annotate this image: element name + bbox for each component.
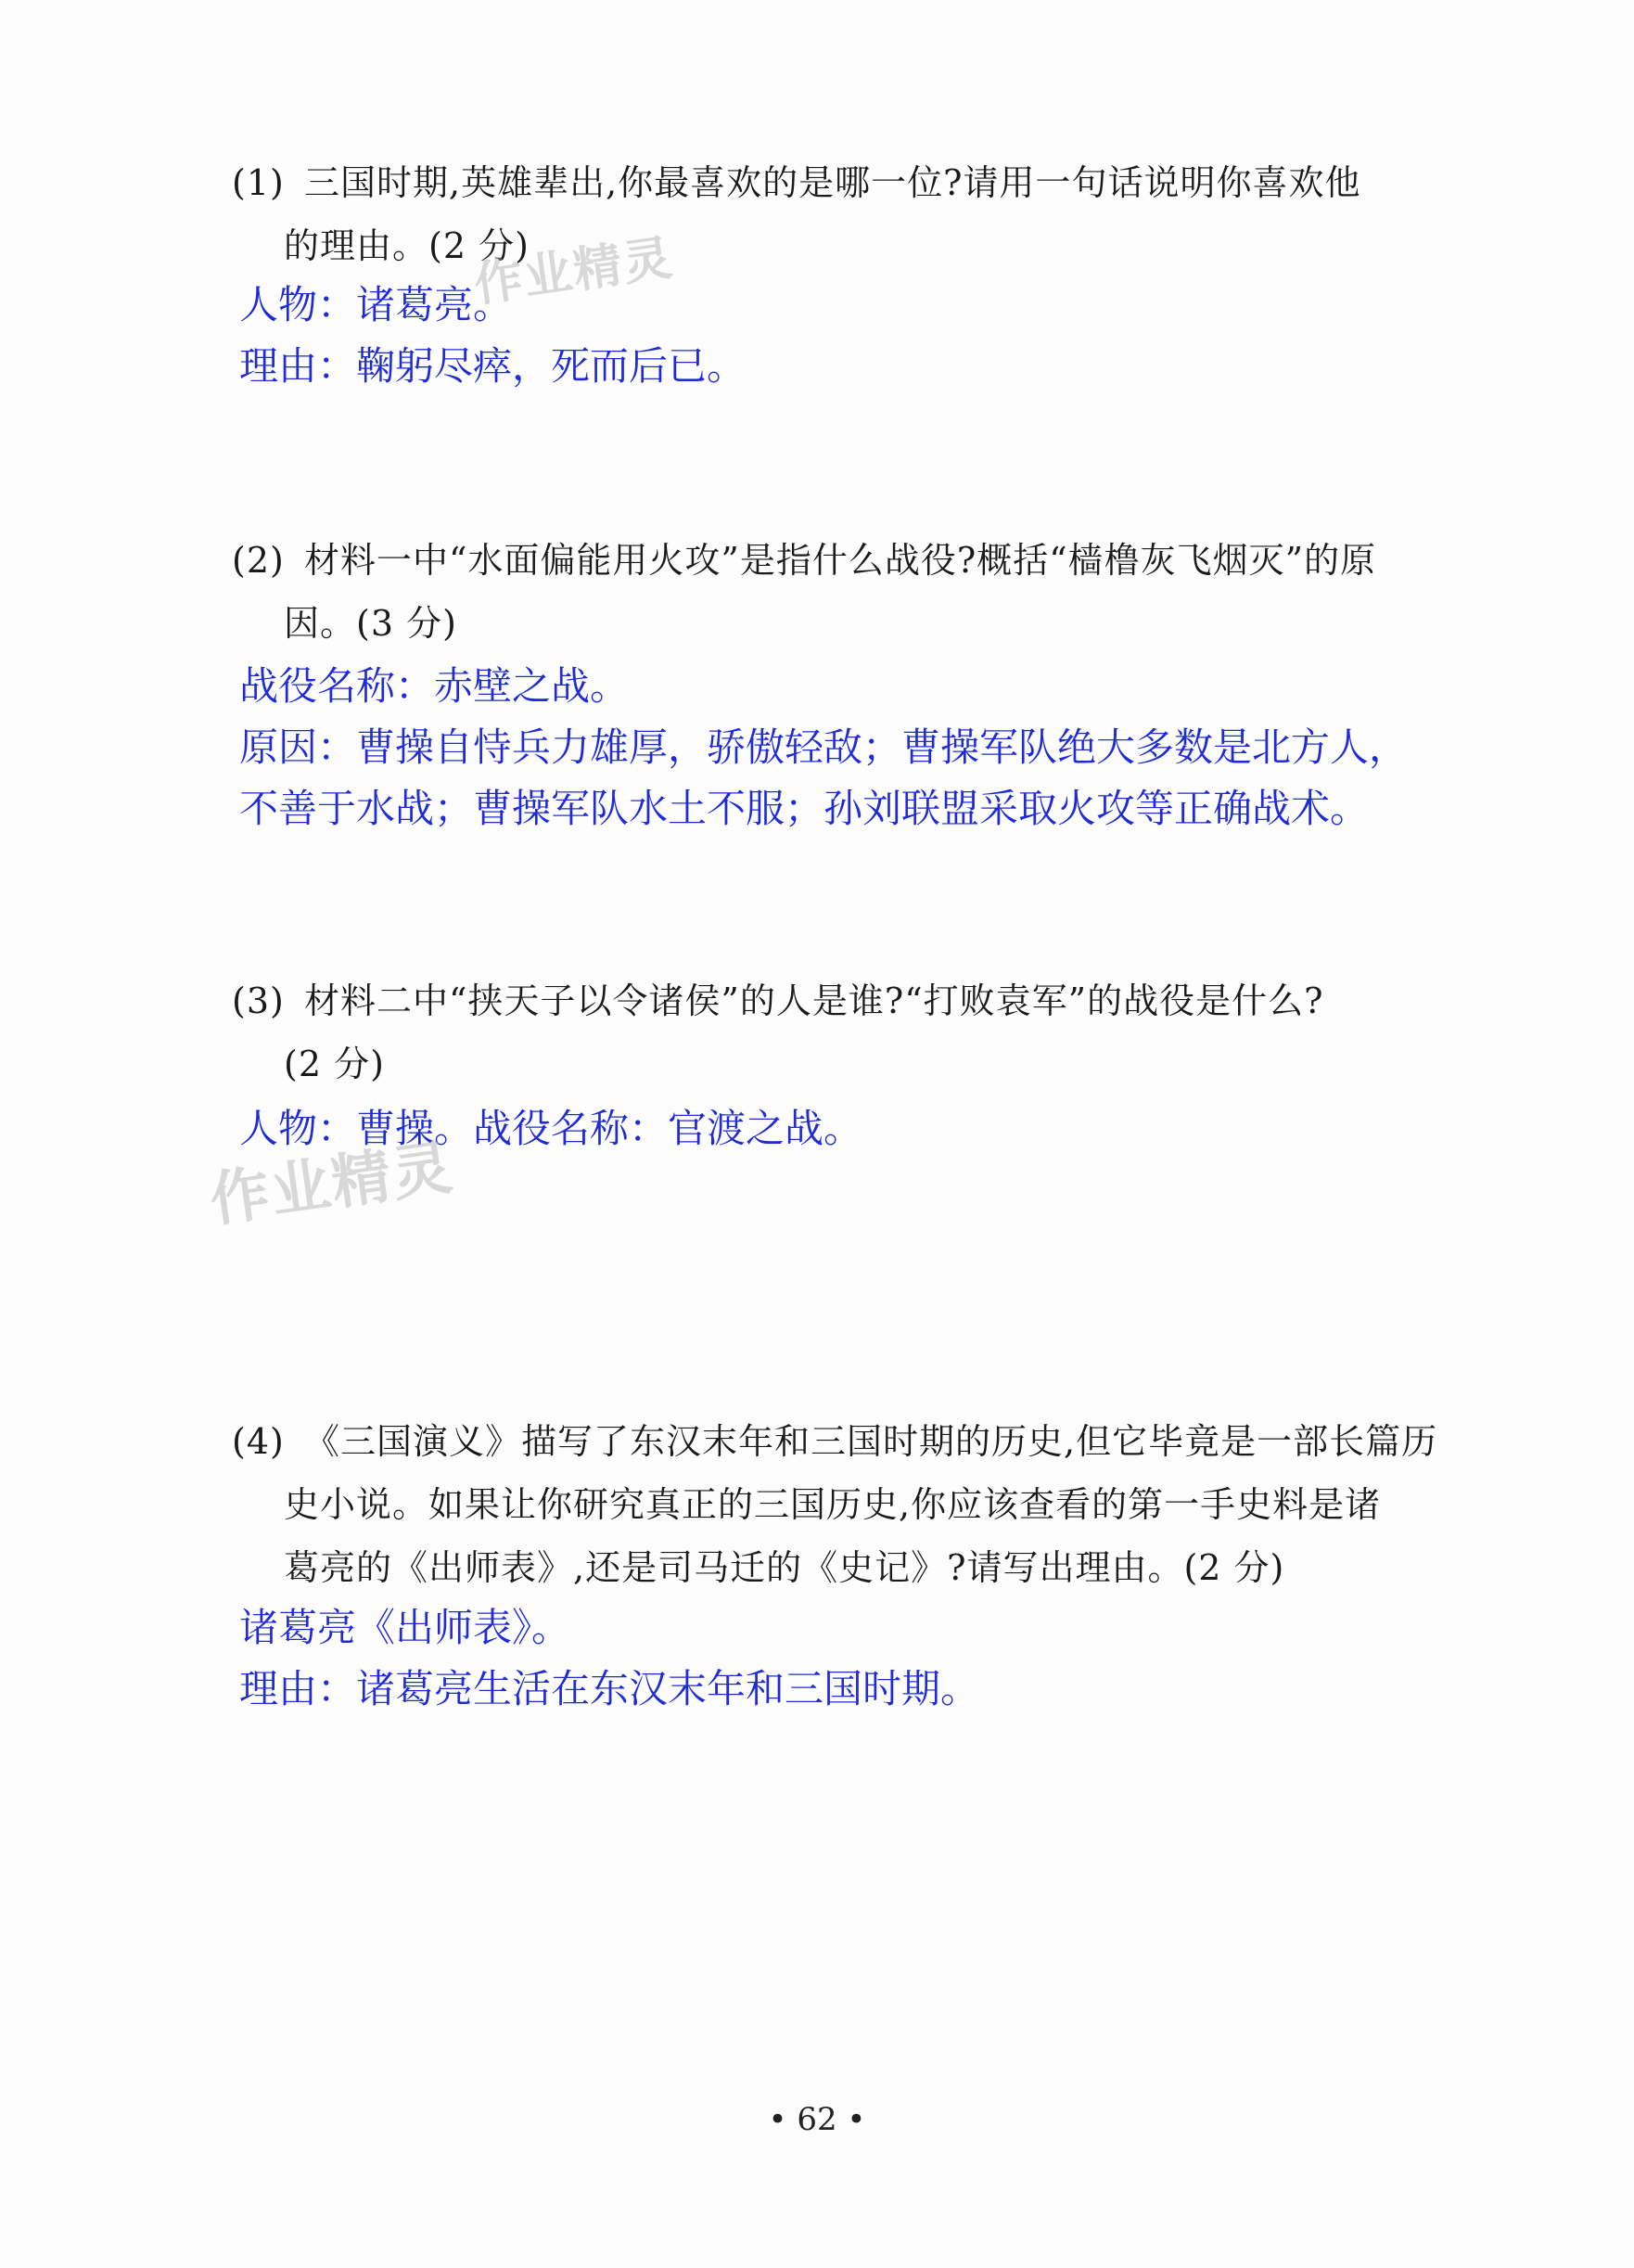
answer-line: 理由：诸葛亮生活在东汉末年和三国时期。 [239,1666,980,1711]
question-2 [232,529,1456,655]
answer-line: 战役名称：赤壁之战。 [239,663,630,709]
watermark: 作业精灵 [205,1133,458,1236]
question-number: (4) [232,1421,285,1462]
question-4 [232,1410,1456,1599]
answer-line: 理由：鞠躬尽瘁，死而后已。 [239,343,747,389]
question-text: 三国时期,英雄辈出,你最喜欢的是哪一位?请用一句话说明你喜欢他 [304,162,1361,203]
question-number: (1) [232,162,285,203]
question-text: 材料一中“水面偏能用火攻”是指什么战役?概括“樯橹灰飞烟灭”的原 [304,540,1377,581]
page-number: • 62 • [768,2101,866,2138]
answer-line: 诸葛亮《出师表》。 [239,1605,571,1650]
question-text: 的理由。(2 分) [284,225,530,266]
question-number: (3) [232,980,285,1021]
answer-line: 原因：曹操自恃兵力雄厚，骄傲轻敌；曹操军队绝大多数是北方人， [239,724,1409,770]
question-text: 《三国演义》描写了东汉末年和三国时期的历史,但它毕竟是一部长篇历 [304,1421,1438,1462]
question-text: 葛亮的《出师表》,还是司马迁的《史记》?请写出理由。(2 分) [284,1547,1285,1588]
question-text: 史小说。如果让你研究真正的三国历史,你应该查看的第一手史料是诸 [284,1484,1382,1525]
watermark: 作业精灵 [470,230,677,314]
question-1 [232,151,1456,277]
answer-line: 不善于水战；曹操军队水土不服；孙刘联盟采取火攻等正确战术。 [239,786,1370,831]
question-text: (2 分) [284,1044,385,1084]
answer-line: 人物：曹操。战役名称：官渡之战。 [239,1106,863,1151]
question-text: 因。(3 分) [284,603,457,644]
question-3 [232,969,1456,1096]
question-text: 材料二中“挟天子以令诸侯”的人是谁?“打败袁军”的战役是什么? [304,980,1324,1021]
question-number: (2) [232,540,285,581]
answer-line: 人物：诸葛亮。 [239,282,513,327]
